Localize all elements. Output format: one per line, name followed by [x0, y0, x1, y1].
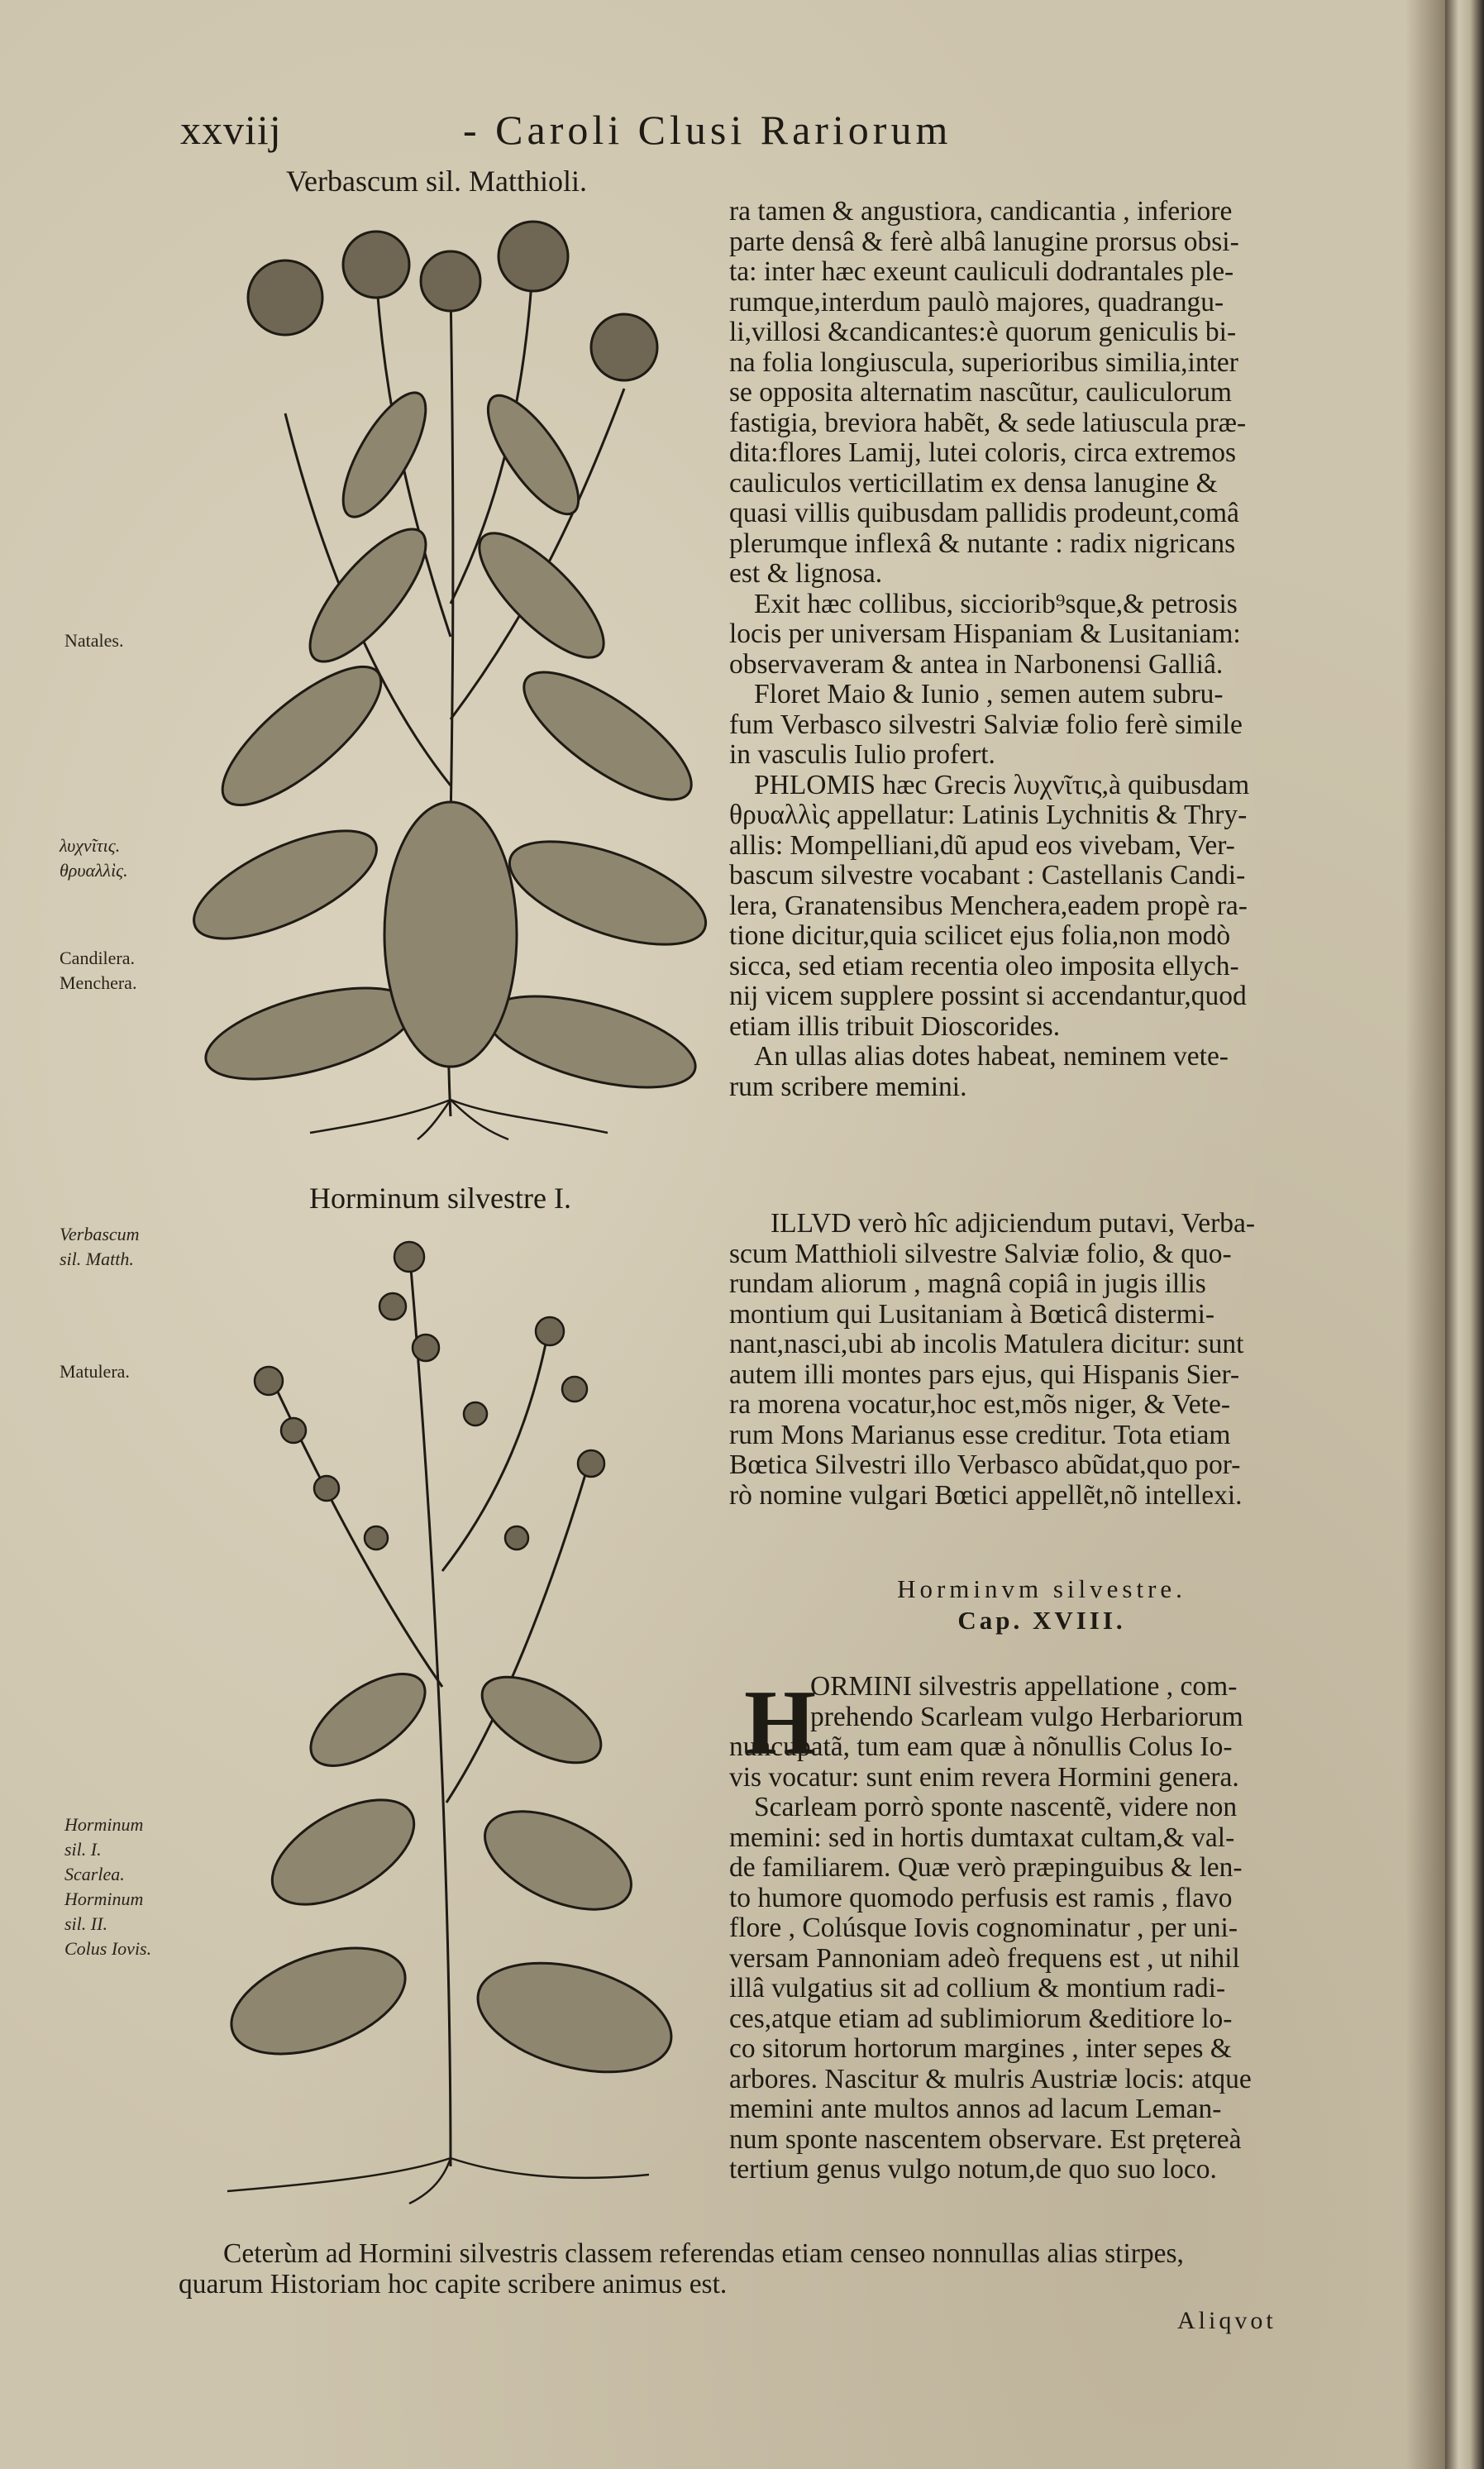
text-line: li,villosi &candicantes:è quorum geniculis bi- — [729, 317, 1237, 347]
text-line: bascum silvestre vocabant : Castellanis Candi- — [729, 860, 1246, 891]
text-line: tione dicitur,quia scilicet ejus folia,non modò — [729, 920, 1231, 951]
text-line: memini ante multos annos ad lacum Leman- — [729, 2094, 1222, 2124]
text-line: autem illi montes pars ejus, qui Hispanis Sier- — [729, 1359, 1240, 1390]
text-line: rum scribere memini. — [729, 1071, 967, 1102]
text-line: plerumque inflexâ & nutante : radix nigricans — [729, 528, 1236, 559]
text-line: memini: sed in hortis dumtaxat cultam,& val- — [729, 1822, 1235, 1853]
plate2-caption: Horminum silvestre I. — [309, 1182, 571, 1215]
margin-note-natales: Natales. — [64, 630, 124, 651]
text-line: θρυαλλὶς appellatur: Latinis Lychnitis & Thry- — [729, 800, 1248, 830]
text-line: est & lignosa. — [729, 558, 883, 589]
text-line: Ceterùm ad Hormini silvestris classem referendas etiam censeo nonnullas alias stirpes, — [223, 2238, 1184, 2269]
verbascum-woodcut — [178, 207, 723, 1141]
margin-note-matulera: Matulera. — [60, 1361, 130, 1382]
text-line: Exit hæc collibus, sicciorib⁹sque,& petrosis — [754, 588, 1238, 619]
text-line: ces,atque etiam ad sublimiorum &editiore lo- — [729, 2003, 1233, 2034]
horminum-woodcut — [203, 1224, 732, 2208]
text-line: cauliculos verticillatim ex densa lanugine & — [729, 467, 1218, 499]
text-line: Bœtica Silvestri illo Verbasco abũdat,quo por- — [729, 1449, 1241, 1480]
text-line: co sitorum hortorum margines , inter sepes & — [729, 2033, 1232, 2064]
margin-note-candilera: Candilera. Menchera. — [60, 948, 137, 993]
text-line: Floret Maio & Iunio , semen autem subru- — [754, 679, 1224, 709]
text-line: to humore quomodo perfusis est ramis , flavo — [729, 1882, 1233, 1913]
text-closing — [179, 2239, 1184, 2299]
chapter-number: Cap. XVIII. — [957, 1606, 1126, 1635]
text-line: locis per universam Hispaniam & Lusitaniam: — [729, 618, 1241, 649]
text-line: quarum Historiam hoc capite scribere animus est. — [179, 2268, 728, 2299]
text-line: rum Mons Marianus esse creditur. Tota etiam — [729, 1419, 1231, 1450]
text-line: num sponte nascentem observare. Est prętereà — [729, 2123, 1242, 2155]
text-line: An ullas alias dotes habeat, neminem vete- — [754, 1041, 1229, 1072]
text-line: rumque,interdum paulò majores, quadrangu- — [729, 286, 1224, 318]
page-number: xxviij — [180, 107, 282, 153]
margin-note-lychnitis: λυχνῖτις. θρυαλλὶς. — [60, 835, 128, 881]
text-line: lera, Granatensibus Menchera,eadem propè ra- — [729, 890, 1248, 921]
text-line: fum Verbasco silvestri Salviæ folio ferè simile — [729, 709, 1243, 740]
text-line: etiam illis tribuit Dioscorides. — [729, 1010, 1061, 1042]
text-line: fastigia, breviora habẽt, & sede latiuscula præ- — [729, 407, 1247, 438]
chapter-title: Horminvm silvestre. — [897, 1574, 1186, 1603]
text-line: flore , Colúsque Iovis cognominatur , per uni- — [729, 1913, 1238, 1943]
text-middle — [729, 1209, 1255, 1511]
text-line: dita:flores Lamij, lutei coloris, circa extremos — [729, 437, 1237, 468]
text-line: Scarleam porrò sponte nascentẽ, videre non — [754, 1792, 1238, 1822]
text-line: na folia longiuscula, superioribus similia,inter — [729, 346, 1238, 378]
plate1-caption: Verbascum sil. Matthioli. — [286, 165, 587, 198]
page-edge-shadow — [1405, 0, 1445, 2469]
text-line: ra tamen & angustiora, candicantia , inferiore — [729, 196, 1233, 227]
text-line: allis: Mompelliani,dũ apud eos vivebam, Ver- — [729, 829, 1235, 861]
text-line: se opposita alternatim nascũtur, cauliculorum — [729, 377, 1232, 408]
text-line: sicca, sed etiam recentia oleo imposita ellych- — [729, 950, 1239, 981]
text-line: vis vocatur: sunt enim revera Hormini genera. — [729, 1761, 1239, 1793]
margin-note-horminum: Horminum sil. I. Scarlea. Horminum sil. II. Colus Iovis. — [64, 1814, 152, 1959]
text-line: nij vicem supplere possint si accendantur,quod — [729, 981, 1247, 1011]
text-line: prehendo Scarleam vulgo Herbariorum — [810, 1701, 1243, 1732]
text-line: rundam aliorum , magnâ copiâ in jugis illis — [729, 1268, 1206, 1299]
text-line: de familiarem. Quæ verò præpinguibus & len- — [729, 1852, 1243, 1883]
text-chapter — [729, 1672, 1252, 2185]
text-line: ORMINI silvestris appellatione , com- — [810, 1671, 1238, 1702]
margin-note-verbascum: Verbascum sil. Matth. — [60, 1224, 140, 1269]
text-upper — [729, 197, 1249, 1102]
text-line: in vasculis Iulio profert. — [729, 739, 995, 770]
catchword: Aliqvot — [1177, 2307, 1276, 2334]
text-line: nant,nasci,ubi ab incolis Matulera dicitur: sunt — [729, 1329, 1244, 1359]
text-line: observaveram & antea in Narbonensi Galliâ. — [729, 648, 1224, 680]
text-line: nuncupatã, tum eam quæ à nõnullis Colus Io- — [729, 1731, 1233, 1762]
text-line: ra morena vocatur,hoc est,mõs niger, & Vete- — [729, 1389, 1231, 1420]
dropcap-letter: H — [744, 1672, 817, 1774]
text-line: quasi villis quibusdam pallidis prodeunt,comâ — [729, 498, 1239, 528]
text-line: montium qui Lusitaniam à Bœticâ distermi- — [729, 1298, 1215, 1330]
book-gutter — [1445, 0, 1484, 2469]
running-title: - Caroli Clusi Rariorum — [463, 107, 952, 153]
text-line: ta: inter hæc exeunt cauliculi dodrantales ple- — [729, 256, 1234, 287]
text-line: scum Matthioli silvestre Salviæ folio, & quo- — [729, 1238, 1232, 1269]
text-line: versam Pannoniam adeò frequens est , ut nihil — [729, 1942, 1240, 1974]
text-line: rò nomine vulgari Bœtici appellẽt,nõ intellexi. — [729, 1479, 1243, 1511]
text-line: PHLOMIS hæc Grecis λυχνῖτις,à quibusdam — [754, 769, 1250, 800]
text-line: illâ vulgatius sit ad collium & montium radi- — [729, 1973, 1226, 2003]
text-line: arbores. Nascitur & mulris Austriæ locis: atque — [729, 2063, 1252, 2094]
text-line: tertium genus vulgo notum,de quo suo loco. — [729, 2154, 1217, 2185]
text-line: ILLVD verò hîc adjiciendum putavi, Verba- — [771, 1208, 1256, 1239]
text-line: parte densâ & ferè albâ lanugine prorsus obsi- — [729, 226, 1239, 257]
